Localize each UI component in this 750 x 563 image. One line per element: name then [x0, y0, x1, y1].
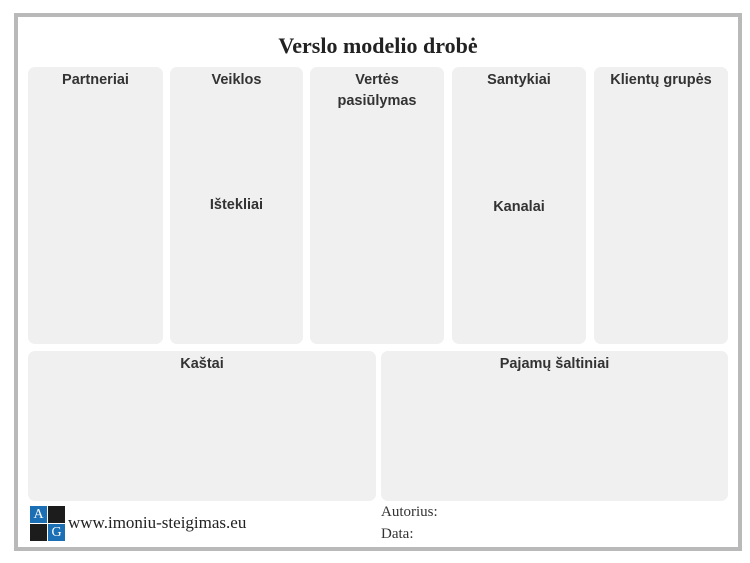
block-pajamu-saltiniai [381, 351, 728, 501]
block-klientu-grupes [594, 67, 728, 344]
logo-letter-g: G [48, 524, 65, 541]
logo-letter-a: A [30, 506, 47, 523]
website-link[interactable]: www.imoniu-steigimas.eu [68, 513, 247, 532]
date-label: Data: [381, 526, 414, 542]
block-veiklos-label: Veiklos [211, 72, 262, 88]
block-santykiai-label: Santykiai [487, 72, 551, 88]
block-istekliai-label: Ištekliai [209, 197, 264, 213]
block-kanalai-label: Kanalai [493, 199, 545, 215]
block-kastai-label: Kaštai [180, 356, 224, 372]
block-klientu-label: Klientų grupės [610, 72, 712, 88]
block-vertes-pasiulymas [310, 67, 444, 344]
author-label: Autorius: [381, 504, 438, 520]
block-kastai [28, 351, 376, 501]
block-partneriai [28, 67, 163, 344]
block-santykiai [452, 67, 586, 344]
logo-dark-square [30, 524, 47, 541]
block-partneriai-label: Partneriai [62, 72, 129, 88]
block-pajamu-label: Pajamų šaltiniai [499, 356, 610, 372]
logo-dark-square [48, 506, 65, 523]
canvas-frame [14, 13, 742, 551]
page-title: Verslo modelio drobė [278, 33, 478, 58]
block-vertes-label: Vertės pasiūlymas [337, 72, 417, 109]
block-veiklos [170, 67, 303, 344]
ag-logo [30, 506, 66, 542]
